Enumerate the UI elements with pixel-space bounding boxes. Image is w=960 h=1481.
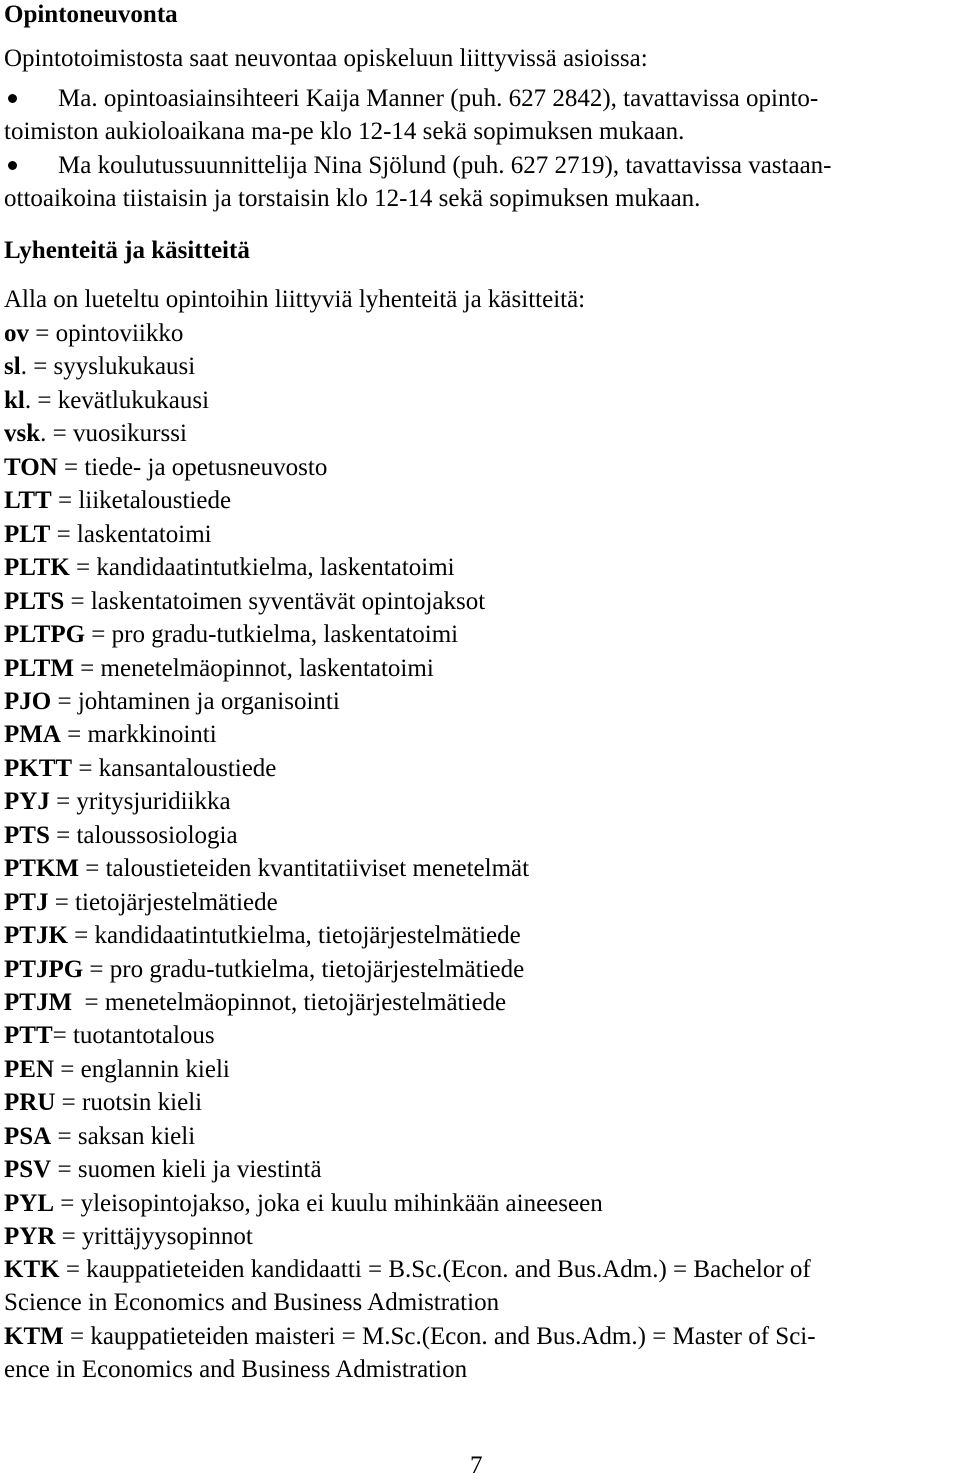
term-def: = markkinointi (60, 721, 217, 748)
term-abbr: PEN (4, 1056, 54, 1083)
term-item (4, 620, 458, 650)
term-def: . = vuosikurssi (40, 420, 187, 447)
term-abbr: PLTK (4, 554, 70, 581)
term-abbr: PTS (4, 822, 50, 849)
term-item (4, 553, 455, 583)
term-def: = yritysjuridiikka (49, 788, 231, 815)
term-item (4, 854, 529, 884)
term-item (4, 1189, 603, 1219)
term-item (4, 453, 327, 483)
term-abbr: PSA (4, 1123, 52, 1150)
term-def: = pro gradu-tutkielma, tietojärjestelmätiede (83, 956, 525, 983)
term-item (4, 486, 231, 516)
term-abbr: PJO (4, 688, 52, 715)
term-abbr: PLTPG (4, 621, 86, 648)
bullet-icon (8, 94, 17, 103)
term-item (4, 587, 485, 617)
section-title-opintoneuvonta: Opintoneuvonta (4, 1, 178, 28)
term-abbr: PTJK (4, 922, 68, 949)
term-abbr: kl (4, 387, 25, 414)
section-title-lyhenteita: Lyhenteitä ja käsitteitä (4, 237, 250, 264)
list-item-text-continued: ottoaikoina tiistaisin ja torstaisin klo 12-14 sekä sopimuksen mukaan. (4, 185, 701, 212)
term-def: = kauppatieteiden kandidaatti = B.Sc.(Econ. and Bus.Adm.) = Bachelor of (59, 1256, 811, 1283)
term-item (4, 754, 276, 784)
term-def: = liiketaloustiede (51, 487, 232, 514)
term-item (4, 687, 340, 717)
term-abbr: PLTM (4, 655, 74, 682)
list-item-text: Ma koulutussuunnittelija Nina Sjölund (puh. 627 2719), tavattavissa vastaan- (58, 152, 832, 179)
term-item (4, 520, 212, 550)
term-def: = taloussosiologia (49, 822, 238, 849)
bullet-icon (8, 161, 17, 170)
term-abbr: ov (4, 320, 29, 347)
term-abbr: PSV (4, 1156, 52, 1183)
term-abbr: vsk (4, 420, 41, 447)
term-item-ktm (4, 1322, 816, 1352)
term-abbr: PYJ (4, 788, 50, 815)
term-def: = suomen kieli ja viestintä (51, 1156, 322, 1183)
term-abbr: TON (4, 454, 58, 481)
term-def: = laskentatoimi (50, 521, 212, 548)
term-def: = kandidaatintutkielma, laskentatoimi (69, 554, 455, 581)
term-item (4, 988, 506, 1018)
term-abbr: PKTT (4, 755, 73, 782)
term-item (4, 1155, 322, 1185)
term-abbr: PTT (4, 1022, 53, 1049)
term-item (4, 921, 521, 951)
term-item-ktk-continued: Science in Economics and Business Admistration (4, 1289, 500, 1316)
term-item (4, 720, 217, 750)
term-abbr: PYL (4, 1190, 54, 1217)
term-item (4, 1055, 230, 1085)
term-item (4, 319, 183, 349)
term-def: = menetelmäopinnot, laskentatoimi (73, 655, 434, 682)
term-abbr: PTJPG (4, 956, 84, 983)
term-def: = englannin kieli (54, 1056, 230, 1083)
term-item (4, 955, 524, 985)
term-def: = kansantaloustiede (72, 755, 277, 782)
term-item (4, 1222, 253, 1252)
term-def: = tuotantotalous (52, 1022, 215, 1049)
term-def: . = kevätlukukausi (24, 387, 210, 414)
list-item-text-continued: toimiston aukioloaikana ma-pe klo 12-14 sekä sopimuksen mukaan. (4, 118, 685, 145)
term-def: = kandidaatintutkielma, tietojärjestelmätiede (67, 922, 521, 949)
term-def: = johtaminen ja organisointi (51, 688, 340, 715)
term-def: = tietojärjestelmätiede (48, 889, 278, 916)
term-def: = laskentatoimen syventävät opintojaksot (64, 588, 486, 615)
term-abbr: PRU (4, 1089, 56, 1116)
term-abbr: sl (4, 353, 21, 380)
intro-text: Opintotoimistosta saat neuvontaa opiskeluun liittyvissä asioissa: (4, 45, 648, 72)
term-item (4, 1122, 195, 1152)
term-def: = taloustieteiden kvantitatiiviset menetelmät (79, 855, 530, 882)
term-abbr: PMA (4, 721, 61, 748)
term-def: = menetelmäopinnot, tietojärjestelmätiede (72, 989, 507, 1016)
term-abbr: PTKM (4, 855, 79, 882)
term-def: = saksan kieli (51, 1123, 196, 1150)
term-item (4, 1021, 215, 1051)
term-def: = opintoviikko (29, 320, 184, 347)
term-item (4, 654, 434, 684)
term-abbr: PLTS (4, 588, 65, 615)
term-def: = tiede- ja opetusneuvosto (57, 454, 328, 481)
term-def: . = syyslukukausi (20, 353, 196, 380)
term-item-ktm-continued: ence in Economics and Business Admistration (4, 1356, 468, 1383)
term-def: = yleisopintojakso, joka ei kuulu mihinkään aineeseen (54, 1190, 603, 1217)
term-item (4, 419, 187, 449)
term-abbr: PLT (4, 521, 51, 548)
term-def: = pro gradu-tutkielma, laskentatoimi (85, 621, 459, 648)
term-abbr: PYR (4, 1223, 56, 1250)
term-abbr: KTK (4, 1256, 60, 1283)
term-item (4, 821, 238, 851)
term-item (4, 352, 195, 382)
term-def: = kauppatieteiden maisteri = M.Sc.(Econ. and Bus.Adm.) = Master of Sci- (63, 1323, 816, 1350)
term-def: = yrittäjyysopinnot (55, 1223, 253, 1250)
term-def: = ruotsin kieli (55, 1089, 203, 1116)
list-item-text: Ma. opintoasiainsihteeri Kaija Manner (puh. 627 2842), tavattavissa opinto- (58, 85, 819, 112)
term-item (4, 787, 231, 817)
term-abbr: PTJM (4, 989, 73, 1016)
term-item (4, 888, 278, 918)
term-abbr: LTT (4, 487, 52, 514)
term-abbr: PTJ (4, 889, 49, 916)
term-item (4, 1088, 202, 1118)
term-abbr: KTM (4, 1323, 64, 1350)
intro-text: Alla on lueteltu opintoihin liittyviä lyhenteitä ja käsitteitä: (4, 286, 586, 313)
term-item (4, 386, 209, 416)
page-number: 7 (470, 1452, 483, 1479)
term-item-ktk (4, 1255, 811, 1285)
